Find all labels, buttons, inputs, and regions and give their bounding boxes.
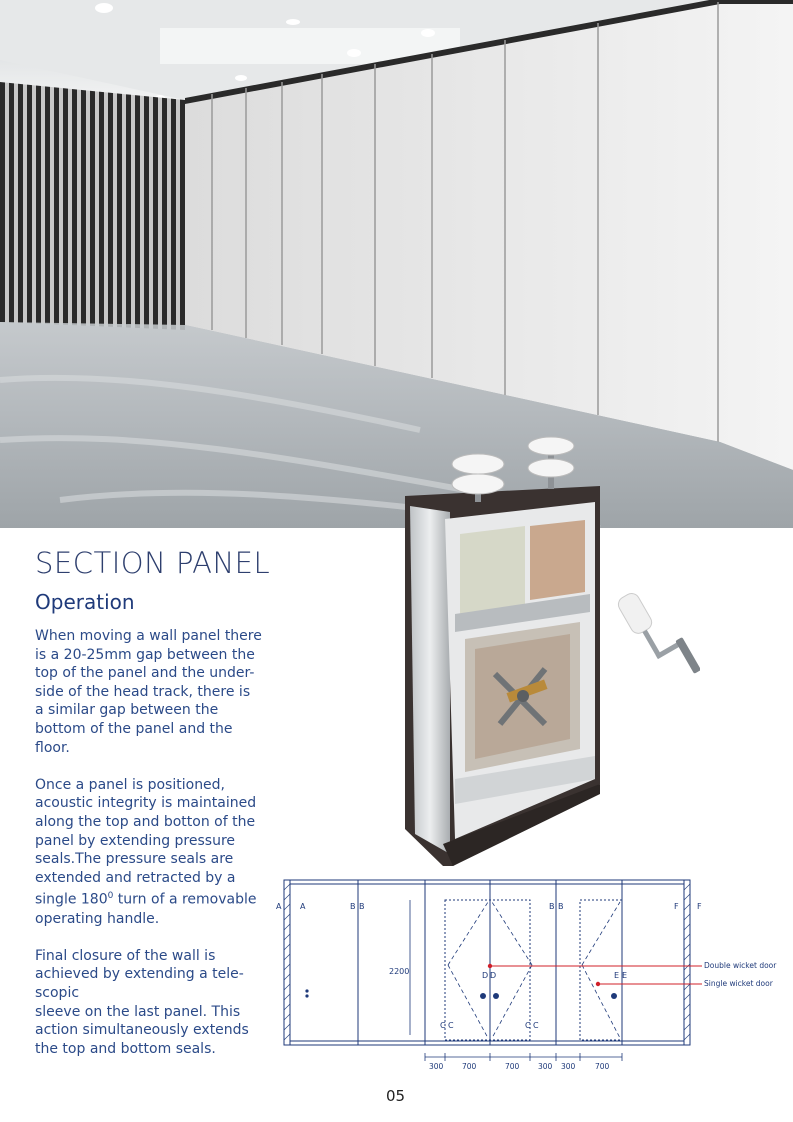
paragraph-gap: When moving a wall panel there is a 20-25mm gap between the top of the panel and the under- side of the head track, there is a similar gap between the bottom of the panel and the floor. <box>35 628 262 756</box>
callout-lines <box>490 966 702 984</box>
label-e-right: E <box>622 971 628 980</box>
label-f-right: F <box>697 902 702 911</box>
dim-3: 700 <box>505 1062 520 1071</box>
operating-handle-icon <box>610 585 700 695</box>
dim-2: 700 <box>462 1062 477 1071</box>
panel-cutaway-illustration <box>395 434 793 874</box>
label-f-left: F <box>674 902 679 911</box>
plan-drawing <box>270 870 793 1080</box>
label-b1-right: B <box>359 902 365 911</box>
dim-4: 300 <box>538 1062 553 1071</box>
bottom-dim-line <box>425 1053 622 1061</box>
degree-superscript: 0 <box>107 891 114 902</box>
wall-hatch <box>284 884 690 1040</box>
label-c2-right: C <box>533 1021 539 1030</box>
dim-6: 700 <box>595 1062 610 1071</box>
paragraph-closure: Final closure of the wall is achieved by extending a tele- scopic sleeve on the last panel. This action simultaneously extends the top and bottom seals. <box>35 947 249 1057</box>
label-a-right: A <box>300 902 306 911</box>
page-number: 05 <box>386 1087 406 1105</box>
label-c1-right: C <box>448 1021 454 1030</box>
label-c2-left: C <box>525 1021 531 1030</box>
dim-5: 300 <box>561 1062 576 1071</box>
single-door-label: Single wicket door <box>704 979 773 988</box>
label-b2-right: B <box>558 902 564 911</box>
section-subtitle: Operation <box>35 590 135 614</box>
paragraph-seals <box>35 776 267 928</box>
double-door-label: Double wicket door <box>704 961 777 970</box>
label-e-left: E <box>614 971 620 980</box>
label-d-right: D <box>490 971 497 980</box>
paragraph-seals-a: Once a panel is positioned, acoustic integrity is maintained along the top and botton of the panel by extending pressure seals.The pressure seals are extended and retracted by a single 180 <box>35 776 257 908</box>
label-c1-left: C <box>440 1021 446 1030</box>
plan-frame <box>284 880 690 1045</box>
door-swing-lines <box>448 902 620 1038</box>
section-title: SECTION PANEL <box>35 546 271 580</box>
label-b1-left: B <box>350 902 356 911</box>
label-a-left: A <box>276 902 282 911</box>
dim-1: 300 <box>429 1062 444 1071</box>
height-label: 2200 <box>389 967 410 976</box>
label-d-left: D <box>482 971 489 980</box>
paragraph-seals-b: turn of a removable operating handle. <box>35 891 257 927</box>
body-text <box>35 627 267 1077</box>
label-b2-left: B <box>549 902 555 911</box>
